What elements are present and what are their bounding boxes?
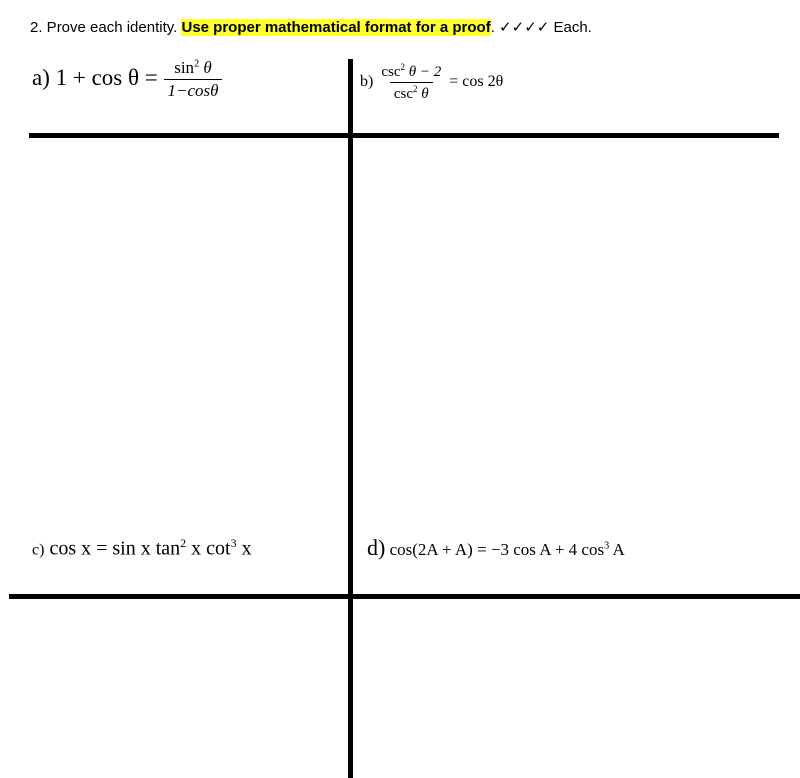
horizontal-divider-top (29, 133, 779, 138)
problem-a (32, 58, 222, 101)
problem-c (32, 536, 252, 561)
problem-b-den-exp: 2 (413, 84, 418, 94)
problem-b-num-base: csc (381, 64, 401, 80)
problem-a-num-exp: 2 (194, 58, 200, 70)
problem-a-lhs: 1 + cos θ = (55, 64, 158, 90)
instructions (30, 18, 592, 36)
problem-number: 2. (30, 19, 43, 36)
problem-d-end: A (609, 540, 625, 559)
problem-d (367, 535, 625, 561)
problem-b-rhs: = cos 2θ (449, 73, 504, 91)
problem-c-end: x (236, 537, 252, 560)
problem-b-fraction (377, 62, 445, 103)
instructions-text: Prove each identity. (42, 19, 182, 36)
problem-c-mid: x cot (186, 537, 231, 560)
vertical-divider (348, 59, 353, 778)
instructions-trailing: . ✓✓✓✓ Each. (490, 19, 592, 36)
problem-a-fraction (164, 58, 223, 101)
problem-a-denominator: 1−cosθ (164, 79, 223, 101)
problem-c-exp2: 3 (230, 536, 237, 550)
problem-b-label: b) (360, 73, 374, 91)
problem-d-expr: cos(2A + A) = −3 cos A + 4 cos (389, 540, 605, 559)
problem-a-num-var: θ (199, 58, 212, 77)
problem-b-den-rest: θ (417, 86, 429, 102)
problem-b-num-exp: 2 (400, 62, 405, 72)
problem-b-num-rest: θ − 2 (404, 64, 442, 80)
problem-b (360, 62, 503, 103)
problem-d-exp: 3 (604, 540, 610, 552)
highlighted-instruction: Use proper mathematical format for a proof (181, 19, 491, 36)
problem-d-label: d) (367, 535, 386, 560)
problem-b-den-base: csc (393, 86, 414, 102)
problem-c-exp1: 2 (180, 536, 187, 550)
problem-a-num-base: sin (174, 58, 195, 77)
problem-a-label: a) (32, 64, 50, 90)
horizontal-divider-bottom (9, 594, 800, 599)
problem-c-lhs: cos x = sin x tan (49, 537, 181, 560)
problem-c-label: c) (32, 541, 45, 559)
